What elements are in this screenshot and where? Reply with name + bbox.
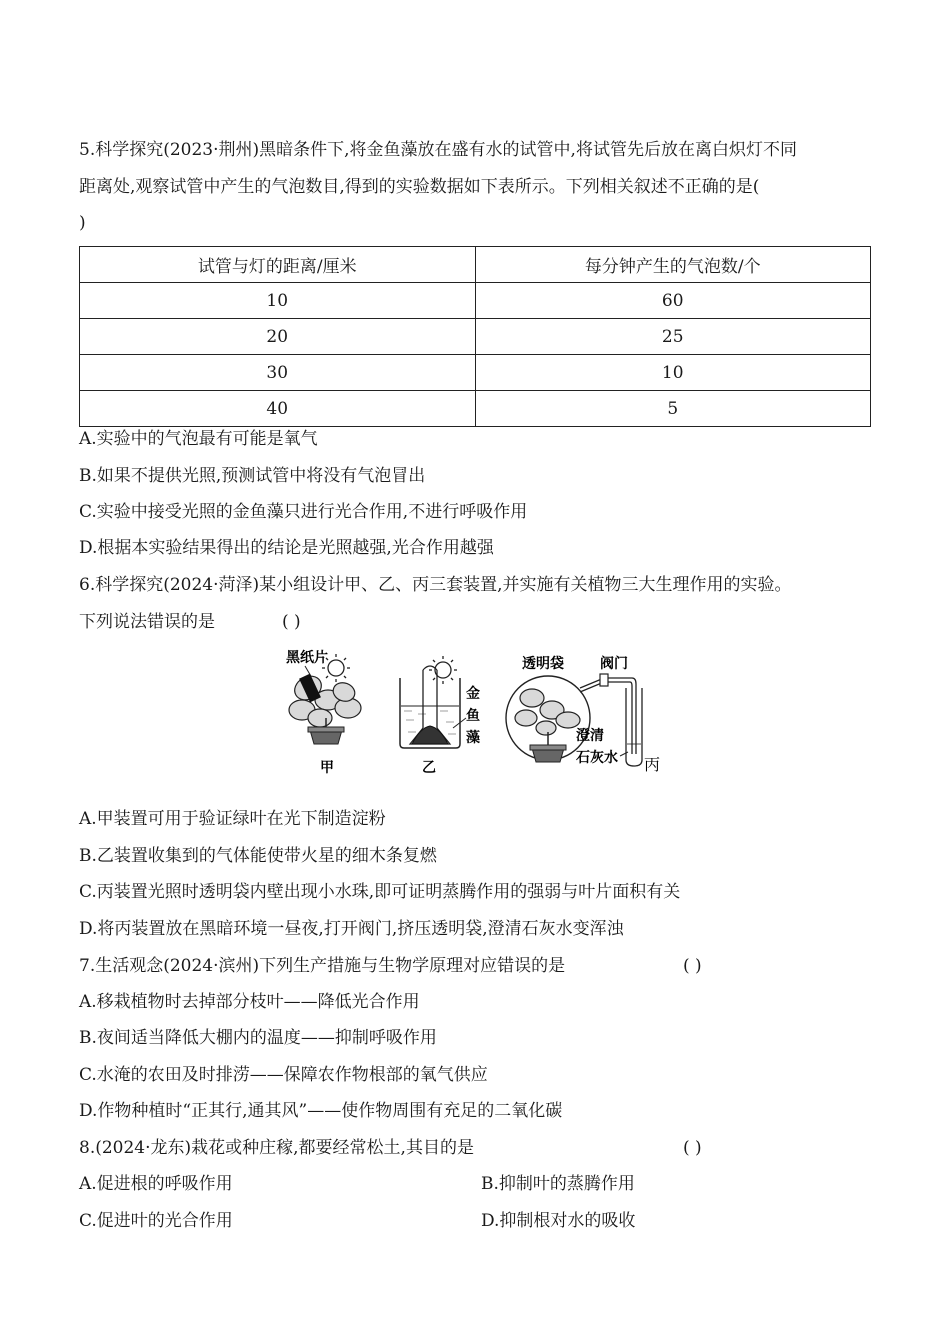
q6-answer-paren: ( ) xyxy=(282,612,301,632)
lime-water-tube-icon xyxy=(626,688,642,766)
q6-option-d: D.将丙装置放在黑暗环境一昼夜,打开阀门,挤压透明袋,澄清石灰水变浑浊 xyxy=(79,919,624,939)
table-header-cell: 试管与灯的距离/厘米 xyxy=(80,247,476,283)
label-alga-2: 鱼 xyxy=(466,708,480,724)
label-yi: 乙 xyxy=(422,760,436,776)
q5-option-b: B.如果不提供光照,预测试管中将没有气泡冒出 xyxy=(79,466,426,486)
label-alga-3: 藻 xyxy=(466,730,480,746)
q6-option-c: C.丙装置光照时透明袋内壁出现小水珠,即可证明蒸腾作用的强弱与叶片面积有关 xyxy=(79,882,681,902)
table-cell: 60 xyxy=(475,283,871,319)
q5-option-c: C.实验中接受光照的金鱼藻只进行光合作用,不进行呼吸作用 xyxy=(79,502,528,522)
label-lime-1: 澄清 xyxy=(576,728,604,744)
q8-option-a: A.促进根的呼吸作用 xyxy=(79,1174,233,1194)
table-cell: 20 xyxy=(80,319,476,355)
q5-option-a: A.实验中的气泡最有可能是氧气 xyxy=(79,429,318,449)
q8-option-c: C.促进叶的光合作用 xyxy=(79,1211,233,1231)
q8-stem: 8.(2024·龙东)栽花或种庄稼,都要经常松土,其目的是 xyxy=(79,1138,474,1158)
q7-stem: 7.生活观念(2024·滨州)下列生产措施与生物学原理对应错误的是 xyxy=(79,956,566,976)
label-bing: 丙 xyxy=(644,755,661,774)
q5-option-d: D.根据本实验结果得出的结论是光照越强,光合作用越强 xyxy=(79,538,494,558)
label-valve: 阀门 xyxy=(600,656,628,672)
q5-stem-line3: ) xyxy=(79,213,86,233)
table-row xyxy=(80,319,871,355)
valve-icon xyxy=(600,674,608,686)
q6-stem-line1: 6.科学探究(2024·菏泽)某小组设计甲、乙、丙三套装置,并实施有关植物三大生理作用的实验。 xyxy=(79,575,792,595)
table-cell: 40 xyxy=(80,391,476,427)
label-jia: 甲 xyxy=(320,760,334,776)
sun-icon xyxy=(322,654,350,682)
q7-option-a: A.移栽植物时去掉部分枝叶——降低光合作用 xyxy=(79,992,420,1012)
table-cell: 10 xyxy=(80,283,476,319)
setup-jia xyxy=(286,649,361,776)
q5-stem-line1: 5.科学探究(2023·荆州)黑暗条件下,将金鱼藻放在盛有水的试管中,将试管先后放在离白炽灯不同 xyxy=(79,140,797,160)
sun-icon xyxy=(429,656,457,684)
table-row xyxy=(80,391,871,427)
label-black-paper: 黑纸片 xyxy=(286,650,328,666)
q8-option-b: B.抑制叶的蒸腾作用 xyxy=(481,1174,635,1194)
table-cell: 25 xyxy=(475,319,871,355)
q8-option-d: D.抑制根对水的吸收 xyxy=(481,1211,636,1231)
alga-icon xyxy=(412,726,448,744)
q7-option-c: C.水淹的农田及时排涝——保障农作物根部的氧气供应 xyxy=(79,1065,488,1085)
table-row xyxy=(80,355,871,391)
setup-bing xyxy=(506,655,660,774)
q7-option-b: B.夜间适当降低大棚内的温度——抑制呼吸作用 xyxy=(79,1028,437,1048)
label-alga-1: 金 xyxy=(466,686,480,702)
q6-figure xyxy=(270,648,700,778)
label-bag: 透明袋 xyxy=(522,656,564,672)
q6-option-a: A.甲装置可用于验证绿叶在光下制造淀粉 xyxy=(79,809,386,829)
q6-option-b: B.乙装置收集到的气体能使带火星的细木条复燃 xyxy=(79,846,437,866)
setup-yi xyxy=(400,656,480,776)
q7-option-d: D.作物种植时“正其行,通其风”——使作物周围有充足的二氧化碳 xyxy=(79,1101,563,1121)
table-header-row xyxy=(80,247,871,283)
q5-stem-line2: 距离处,观察试管中产生的气泡数目,得到的实验数据如下表所示。下列相关叙述不正确的是( xyxy=(79,177,760,197)
table-cell: 30 xyxy=(80,355,476,391)
q5-data-table xyxy=(79,246,871,427)
table-cell: 10 xyxy=(475,355,871,391)
table-cell: 5 xyxy=(475,391,871,427)
table-row xyxy=(80,283,871,319)
q7-answer-paren: ( ) xyxy=(683,956,702,976)
q6-stem-line2: 下列说法错误的是 xyxy=(79,612,215,632)
label-lime-2: 石灰水 xyxy=(576,750,618,766)
table-header-cell: 每分钟产生的气泡数/个 xyxy=(475,247,871,283)
q8-answer-paren: ( ) xyxy=(683,1138,702,1158)
